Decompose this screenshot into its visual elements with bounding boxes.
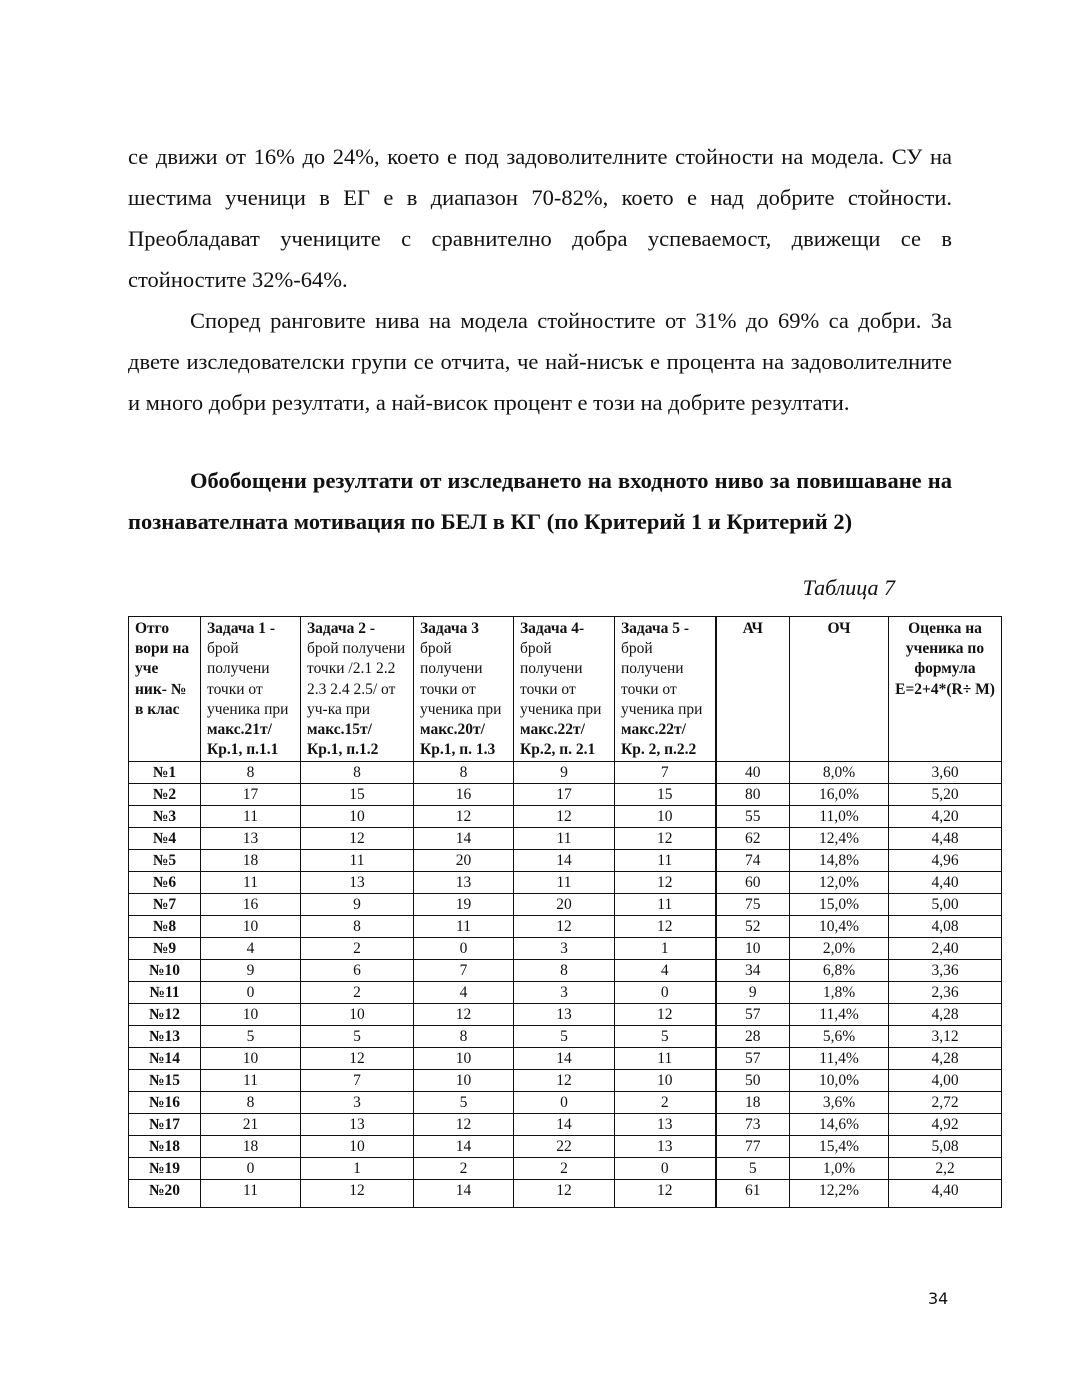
task5-cell: 11: [615, 850, 716, 872]
task3-cell: 2: [414, 1158, 514, 1180]
header-task1-desc: брой получени точки от ученика при: [207, 640, 289, 718]
header-student: Отго вори на уче ник- № в клас: [129, 617, 201, 762]
task5-cell: 13: [615, 1136, 716, 1158]
task3-cell: 14: [414, 1180, 514, 1208]
task2-cell: 3: [301, 1092, 414, 1114]
task2-cell: 2: [301, 982, 414, 1004]
table-row: [129, 1026, 1002, 1048]
ach-cell: 40: [716, 762, 790, 784]
header-task4: [514, 617, 615, 762]
task2-cell: 12: [301, 1048, 414, 1070]
och-cell: 10,0%: [790, 1070, 889, 1092]
task5-cell: 7: [615, 762, 716, 784]
task3-cell: 8: [414, 1026, 514, 1048]
task3-cell: 7: [414, 960, 514, 982]
task1-cell: 11: [201, 872, 301, 894]
task5-cell: 13: [615, 1114, 716, 1136]
task1-cell: 10: [201, 916, 301, 938]
task5-cell: 12: [615, 828, 716, 850]
table-row: [129, 1070, 1002, 1092]
row-label: №11: [129, 982, 201, 1004]
row-label: №12: [129, 1004, 201, 1026]
row-label: №8: [129, 916, 201, 938]
table-row: [129, 1136, 1002, 1158]
grade-cell: 3,36: [889, 960, 1002, 982]
task1-cell: 8: [201, 762, 301, 784]
table-row: [129, 1158, 1002, 1180]
ach-cell: 77: [716, 1136, 790, 1158]
task2-cell: 10: [301, 1136, 414, 1158]
task3-cell: 8: [414, 762, 514, 784]
task5-cell: 12: [615, 1180, 716, 1208]
grade-cell: 4,08: [889, 916, 1002, 938]
table-row: [129, 1092, 1002, 1114]
task3-cell: 19: [414, 894, 514, 916]
och-cell: 10,4%: [790, 916, 889, 938]
task5-cell: 11: [615, 1048, 716, 1070]
ach-cell: 62: [716, 828, 790, 850]
task5-cell: 0: [615, 982, 716, 1004]
och-cell: 12,4%: [790, 828, 889, 850]
ach-cell: 57: [716, 1048, 790, 1070]
header-task1: [201, 617, 301, 762]
task4-cell: 14: [514, 850, 615, 872]
table-row: [129, 1114, 1002, 1136]
table-caption: Таблица 7: [802, 575, 895, 600]
task1-cell: 11: [201, 806, 301, 828]
task1-cell: 18: [201, 850, 301, 872]
header-task5-title: Задача 5 -: [621, 620, 690, 637]
task2-cell: 15: [301, 784, 414, 806]
task2-cell: 5: [301, 1026, 414, 1048]
row-label: №15: [129, 1070, 201, 1092]
task4-cell: 9: [514, 762, 615, 784]
header-task2: [301, 617, 414, 762]
grade-cell: 2,36: [889, 982, 1002, 1004]
table-row: [129, 784, 1002, 806]
task3-cell: 20: [414, 850, 514, 872]
task1-cell: 10: [201, 1004, 301, 1026]
table-row: [129, 762, 1002, 784]
row-label: №16: [129, 1092, 201, 1114]
table-row: [129, 960, 1002, 982]
ach-cell: 50: [716, 1070, 790, 1092]
grade-cell: 5,00: [889, 894, 1002, 916]
task4-cell: 0: [514, 1092, 615, 1114]
task3-cell: 14: [414, 828, 514, 850]
header-grade: Оценка на ученика по формула E=2+4*(R÷ M): [889, 617, 1002, 762]
task5-cell: 12: [615, 916, 716, 938]
header-task4-title: Задача 4-: [520, 620, 585, 637]
row-label: №19: [129, 1158, 201, 1180]
table-row: [129, 982, 1002, 1004]
och-cell: 14,6%: [790, 1114, 889, 1136]
och-cell: 2,0%: [790, 938, 889, 960]
header-task4-desc: брой получени точки от ученика при: [520, 640, 602, 718]
header-task1-max: макс.21т/ Кр.1, п.1.1: [207, 721, 279, 759]
task4-cell: 14: [514, 1048, 615, 1070]
och-cell: 3,6%: [790, 1092, 889, 1114]
header-task2-max: макс.15т/ Кр.1, п.1.2: [307, 721, 379, 759]
grade-cell: 4,00: [889, 1070, 1002, 1092]
table-row: [129, 806, 1002, 828]
task5-cell: 5: [615, 1026, 716, 1048]
task2-cell: 12: [301, 1180, 414, 1208]
task5-cell: 4: [615, 960, 716, 982]
table-body: [129, 762, 1002, 1208]
body-paragraph-2: Според ранговите нива на модела стойностите от 31% до 69% са добри. За двете изследователски групи се отчита, че най-нисък е процента на задоволителните и много добри резултати, а най-висок процент е този на добрите резултати.: [128, 308, 952, 415]
header-task1-title: Задача 1 -: [207, 620, 276, 637]
task3-cell: 4: [414, 982, 514, 1004]
header-task3-title: Задача 3: [420, 620, 480, 637]
grade-cell: 4,28: [889, 1048, 1002, 1070]
ach-cell: 34: [716, 960, 790, 982]
och-cell: 1,8%: [790, 982, 889, 1004]
grade-cell: 4,40: [889, 1180, 1002, 1208]
task1-cell: 11: [201, 1070, 301, 1092]
row-label: №18: [129, 1136, 201, 1158]
grade-cell: 3,12: [889, 1026, 1002, 1048]
table-row: [129, 916, 1002, 938]
section-heading: Обобощени резултати от изследването на входното ниво за повишаване на познавателната мотивация по БЕЛ в КГ (по Критерий 1 и Критерий 2): [128, 468, 952, 534]
task4-cell: 12: [514, 1180, 615, 1208]
task2-cell: 11: [301, 850, 414, 872]
task1-cell: 18: [201, 1136, 301, 1158]
task2-cell: 8: [301, 916, 414, 938]
och-cell: 16,0%: [790, 784, 889, 806]
task5-cell: 0: [615, 1158, 716, 1180]
row-label: №17: [129, 1114, 201, 1136]
och-cell: 12,0%: [790, 872, 889, 894]
header-task4-max: макс.22т/ Кр.2, п. 2.1: [520, 721, 596, 759]
header-task5-max: макс.22т/ Кр. 2, п.2.2: [621, 721, 697, 759]
task2-cell: 7: [301, 1070, 414, 1092]
ach-cell: 73: [716, 1114, 790, 1136]
task4-cell: 11: [514, 828, 615, 850]
ach-cell: 5: [716, 1158, 790, 1180]
ach-cell: 10: [716, 938, 790, 960]
header-task3-max: макс.20т/ Кр.1, п. 1.3: [420, 721, 496, 759]
task2-cell: 8: [301, 762, 414, 784]
task2-cell: 9: [301, 894, 414, 916]
task2-cell: 10: [301, 806, 414, 828]
table-row: [129, 938, 1002, 960]
row-label: №9: [129, 938, 201, 960]
task4-cell: 13: [514, 1004, 615, 1026]
och-cell: 1,0%: [790, 1158, 889, 1180]
task4-cell: 12: [514, 916, 615, 938]
task5-cell: 10: [615, 806, 716, 828]
task1-cell: 10: [201, 1048, 301, 1070]
row-label: №4: [129, 828, 201, 850]
ach-cell: 74: [716, 850, 790, 872]
task3-cell: 12: [414, 1004, 514, 1026]
ach-cell: 55: [716, 806, 790, 828]
table-header-row: [129, 617, 1002, 762]
row-label: №13: [129, 1026, 201, 1048]
header-task5-desc: брой получени точки от ученика при: [621, 640, 703, 718]
row-label: №3: [129, 806, 201, 828]
task3-cell: 16: [414, 784, 514, 806]
header-task2-title: Задача 2 -: [307, 620, 376, 637]
row-label: №5: [129, 850, 201, 872]
grade-cell: 4,40: [889, 872, 1002, 894]
task3-cell: 0: [414, 938, 514, 960]
och-cell: 6,8%: [790, 960, 889, 982]
header-task3-desc: брой получени точки от ученика при: [420, 640, 502, 718]
ach-cell: 28: [716, 1026, 790, 1048]
ach-cell: 9: [716, 982, 790, 1004]
table-row: [129, 1180, 1002, 1208]
task3-cell: 12: [414, 806, 514, 828]
task4-cell: 17: [514, 784, 615, 806]
task1-cell: 21: [201, 1114, 301, 1136]
table-row: [129, 872, 1002, 894]
task5-cell: 12: [615, 872, 716, 894]
och-cell: 12,2%: [790, 1180, 889, 1208]
row-label: №10: [129, 960, 201, 982]
header-och: ОЧ: [790, 617, 889, 762]
ach-cell: 80: [716, 784, 790, 806]
grade-cell: 2,72: [889, 1092, 1002, 1114]
task5-cell: 2: [615, 1092, 716, 1114]
task1-cell: 17: [201, 784, 301, 806]
grade-cell: 4,28: [889, 1004, 1002, 1026]
task3-cell: 10: [414, 1048, 514, 1070]
task3-cell: 12: [414, 1114, 514, 1136]
task4-cell: 8: [514, 960, 615, 982]
grade-cell: 5,08: [889, 1136, 1002, 1158]
task3-cell: 11: [414, 916, 514, 938]
task3-cell: 13: [414, 872, 514, 894]
task1-cell: 5: [201, 1026, 301, 1048]
grade-cell: 4,92: [889, 1114, 1002, 1136]
task2-cell: 2: [301, 938, 414, 960]
table-row: [129, 850, 1002, 872]
task5-cell: 1: [615, 938, 716, 960]
task2-cell: 10: [301, 1004, 414, 1026]
body-paragraph-1: се движи от 16% до 24%, което е под задоволителните стойности на модела. СУ на шестима ученици в ЕГ е в диапазон 70-82%, което е над добрите стойности. Преобладават учениците с сравнително добра успеваемост, движещи се в стойностите 32%-64%.: [128, 144, 952, 292]
task1-cell: 16: [201, 894, 301, 916]
table-row: [129, 828, 1002, 850]
task4-cell: 3: [514, 938, 615, 960]
grade-cell: 5,20: [889, 784, 1002, 806]
grade-cell: 4,48: [889, 828, 1002, 850]
ach-cell: 75: [716, 894, 790, 916]
results-table: [128, 616, 1002, 1208]
header-task5: [615, 617, 716, 762]
task3-cell: 5: [414, 1092, 514, 1114]
task4-cell: 22: [514, 1136, 615, 1158]
och-cell: 14,8%: [790, 850, 889, 872]
task1-cell: 13: [201, 828, 301, 850]
page-number: 34: [928, 1289, 949, 1308]
grade-cell: 4,20: [889, 806, 1002, 828]
task1-cell: 8: [201, 1092, 301, 1114]
task2-cell: 1: [301, 1158, 414, 1180]
task5-cell: 10: [615, 1070, 716, 1092]
task1-cell: 0: [201, 1158, 301, 1180]
task5-cell: 12: [615, 1004, 716, 1026]
task1-cell: 4: [201, 938, 301, 960]
table-row: [129, 1004, 1002, 1026]
ach-cell: 57: [716, 1004, 790, 1026]
task2-cell: 6: [301, 960, 414, 982]
ach-cell: 61: [716, 1180, 790, 1208]
row-label: №6: [129, 872, 201, 894]
row-label: №20: [129, 1180, 201, 1208]
table-row: [129, 894, 1002, 916]
task5-cell: 15: [615, 784, 716, 806]
task4-cell: 2: [514, 1158, 615, 1180]
task4-cell: 12: [514, 806, 615, 828]
row-label: №2: [129, 784, 201, 806]
och-cell: 11,0%: [790, 806, 889, 828]
task4-cell: 20: [514, 894, 615, 916]
header-task2-desc: брой получени точки /2.1 2.2 2.3 2.4 2.5/ от уч-ка при: [307, 640, 406, 718]
task1-cell: 0: [201, 982, 301, 1004]
task2-cell: 13: [301, 872, 414, 894]
och-cell: 15,4%: [790, 1136, 889, 1158]
header-ach: АЧ: [716, 617, 790, 762]
task4-cell: 3: [514, 982, 615, 1004]
header-task3: [414, 617, 514, 762]
task3-cell: 10: [414, 1070, 514, 1092]
ach-cell: 18: [716, 1092, 790, 1114]
table-row: [129, 1048, 1002, 1070]
task5-cell: 11: [615, 894, 716, 916]
och-cell: 15,0%: [790, 894, 889, 916]
och-cell: 11,4%: [790, 1004, 889, 1026]
task4-cell: 12: [514, 1070, 615, 1092]
task2-cell: 13: [301, 1114, 414, 1136]
grade-cell: 3,60: [889, 762, 1002, 784]
ach-cell: 52: [716, 916, 790, 938]
row-label: №7: [129, 894, 201, 916]
task4-cell: 5: [514, 1026, 615, 1048]
task4-cell: 11: [514, 872, 615, 894]
task4-cell: 14: [514, 1114, 615, 1136]
task1-cell: 9: [201, 960, 301, 982]
row-label: №1: [129, 762, 201, 784]
task1-cell: 11: [201, 1180, 301, 1208]
row-label: №14: [129, 1048, 201, 1070]
grade-cell: 2,2: [889, 1158, 1002, 1180]
och-cell: 8,0%: [790, 762, 889, 784]
ach-cell: 60: [716, 872, 790, 894]
och-cell: 11,4%: [790, 1048, 889, 1070]
grade-cell: 2,40: [889, 938, 1002, 960]
task2-cell: 12: [301, 828, 414, 850]
task3-cell: 14: [414, 1136, 514, 1158]
grade-cell: 4,96: [889, 850, 1002, 872]
och-cell: 5,6%: [790, 1026, 889, 1048]
